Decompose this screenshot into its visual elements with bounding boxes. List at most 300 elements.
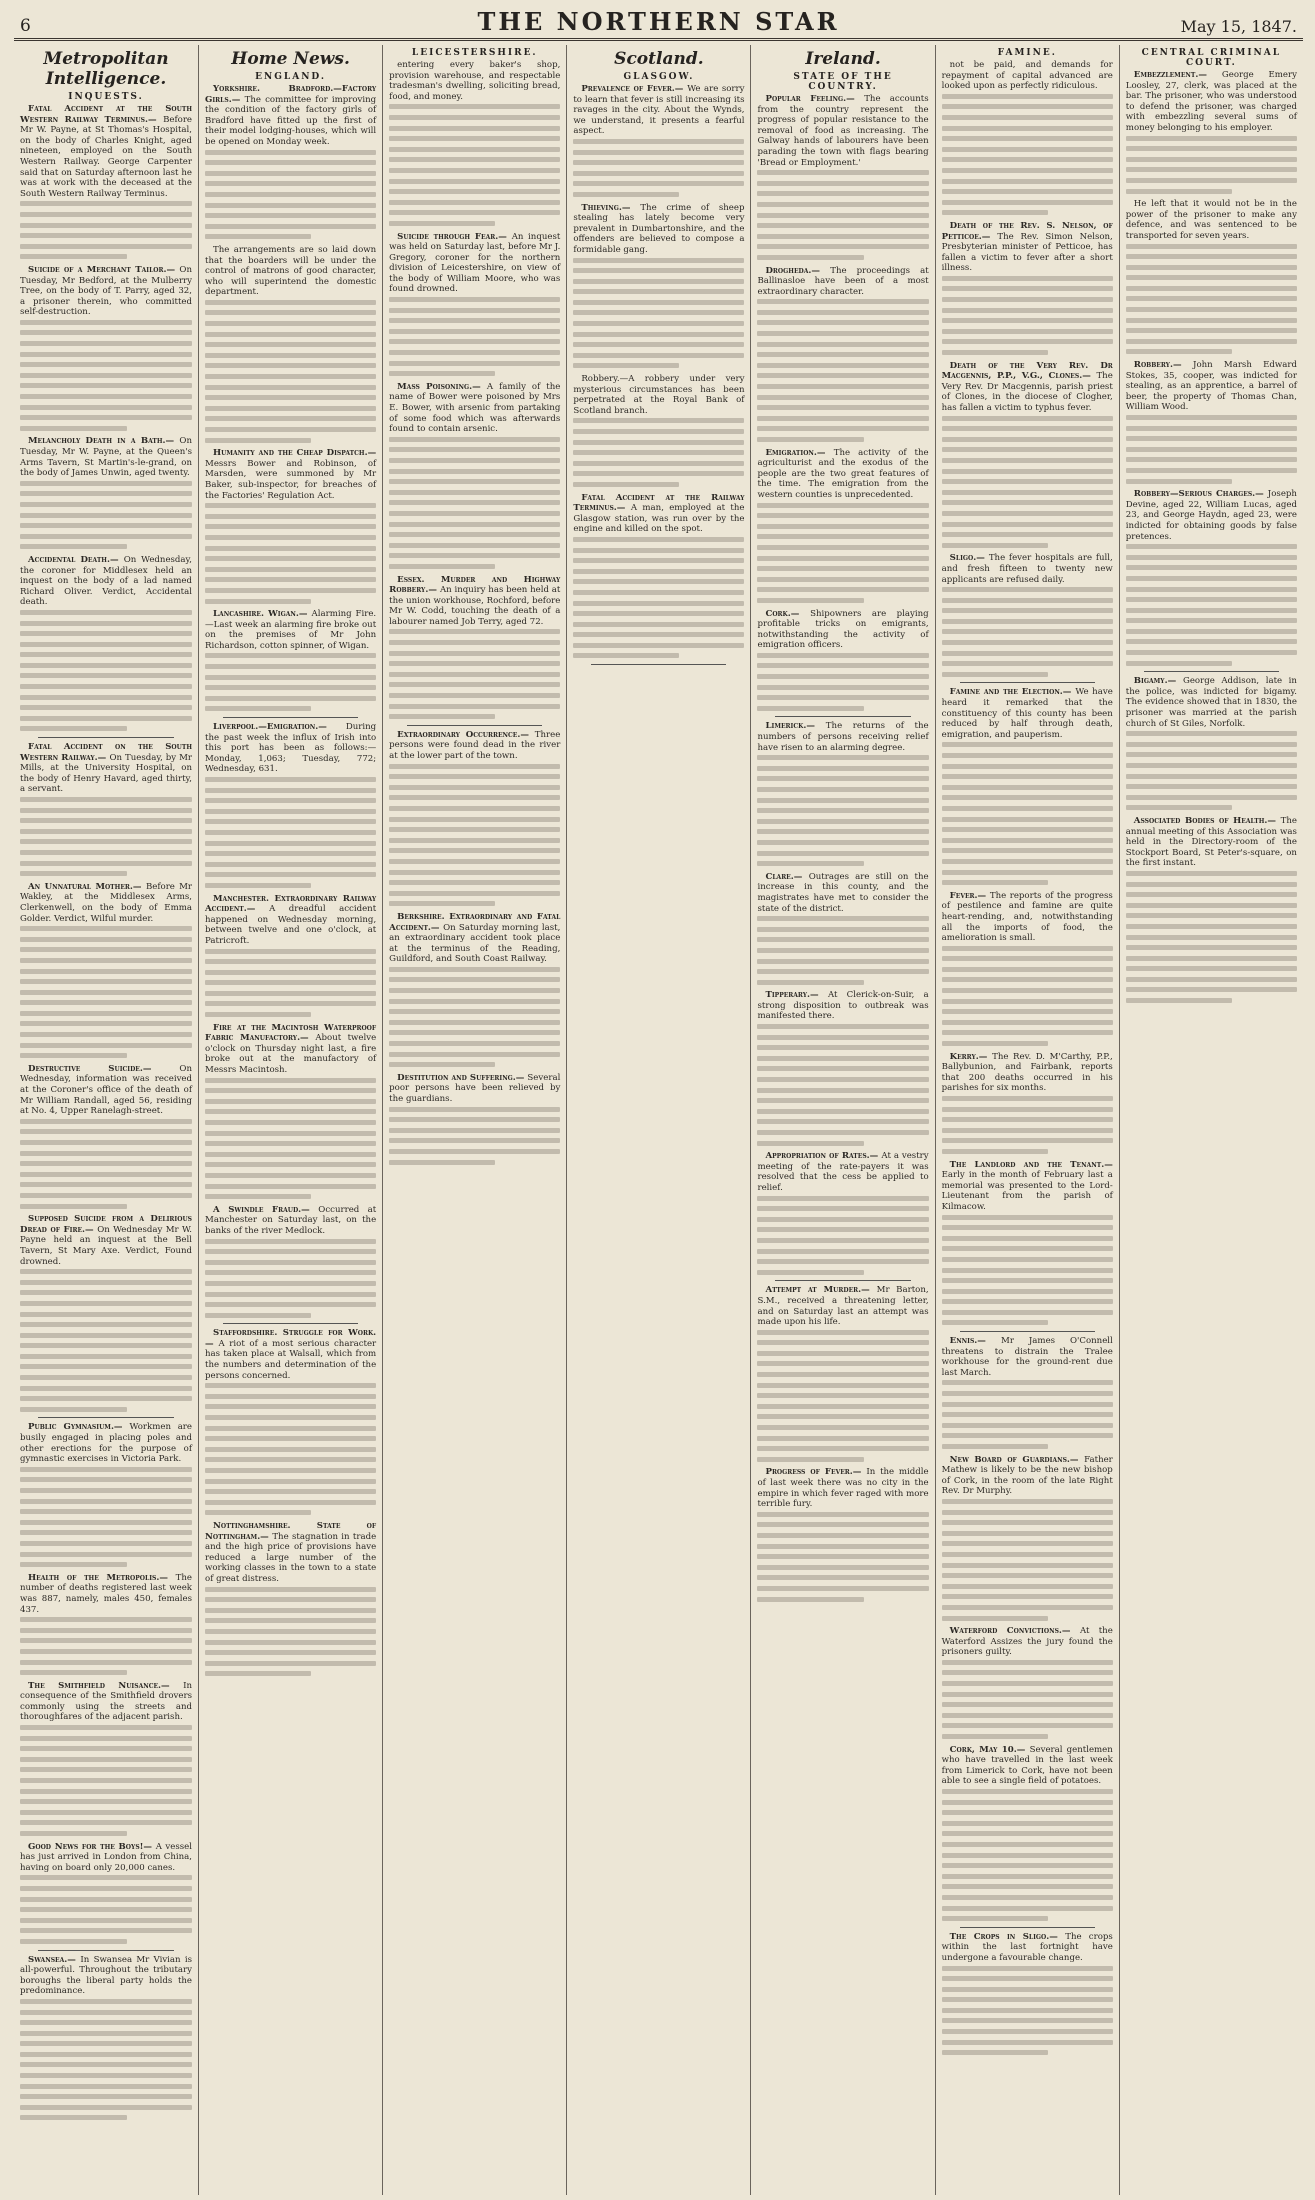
text-line [205, 1078, 376, 1083]
text-line [942, 999, 1113, 1004]
text-line [573, 353, 744, 358]
sub-heading: STATE OF THE COUNTRY. [793, 72, 893, 92]
text-line [205, 862, 376, 867]
article-text: On Tuesday, by Mr Mills, at the University Hospital, on the body of Henry Havard, aged thirty, a servant. [20, 752, 193, 795]
article-paragraph [942, 1052, 1113, 1094]
text-line [942, 967, 1113, 972]
article-paragraph [1126, 199, 1297, 241]
article-paragraph [389, 232, 560, 296]
text-line [1126, 339, 1297, 344]
text-line [757, 363, 928, 368]
text-line [20, 1746, 192, 1751]
text-line [942, 977, 1113, 982]
text-line [389, 189, 560, 194]
article-text: About twelve o'clock on Thursday night last, a fire broke out at the manufactory of Messrs Macintosh. [205, 1033, 377, 1076]
column-6 [935, 45, 1119, 2195]
article-lead: The Crops in Sligo.— [949, 1931, 1066, 1942]
text-line [205, 363, 376, 368]
text-filler [573, 537, 744, 659]
text-filler [205, 150, 376, 240]
text-line [205, 1194, 311, 1199]
text-line [1126, 805, 1232, 810]
text-line [757, 556, 928, 561]
article-text: Mr James O'Connell threatens to distrain the Tralee workhouse for the ground-rent due last March. [941, 1336, 1113, 1378]
text-line [205, 872, 376, 877]
text-line [389, 672, 560, 677]
article-lead: An Unnatural Mother.— [28, 881, 146, 892]
text-line [205, 353, 376, 358]
text-line [942, 297, 1113, 302]
text-line [20, 716, 192, 721]
text-line [389, 1138, 560, 1143]
text-line [20, 1875, 192, 1880]
text-line [20, 1530, 192, 1535]
article-lead: A Swindle Fraud.— [213, 1204, 319, 1215]
text-line [757, 1597, 863, 1602]
text-line [205, 406, 376, 411]
text-filler [942, 1789, 1113, 1921]
text-line [757, 1457, 863, 1462]
text-line [20, 373, 192, 378]
text-line [942, 1117, 1113, 1122]
text-line [1126, 328, 1297, 333]
text-line [757, 937, 928, 942]
text-line [942, 640, 1113, 645]
text-line [1126, 987, 1297, 992]
section-rule [775, 716, 910, 717]
text-line [20, 1301, 192, 1306]
article-text: He left that it would not be in the power of the prisoner to make any defence, and was sentenced to be transported for seven years. [1125, 199, 1297, 241]
article-paragraph [205, 1205, 376, 1237]
text-filler [942, 1966, 1113, 2056]
text-line [389, 774, 560, 779]
text-line [389, 764, 560, 769]
text-filler [205, 1383, 376, 1515]
text-line [1126, 935, 1297, 940]
text-line [757, 234, 928, 239]
text-line [205, 160, 376, 165]
article-text: Three persons were found dead in the river at the lower part of the town. [389, 729, 561, 761]
text-filler [20, 1875, 192, 1944]
text-line [942, 838, 1113, 843]
article-paragraph [205, 609, 376, 651]
text-line [942, 350, 1048, 355]
text-line [757, 1404, 928, 1409]
text-line [757, 861, 863, 866]
text-line [573, 590, 744, 595]
article-text: On Wednesday Mr W. Payne held an inquest at the Bell Tavern, St Mary Axe. Verdict, Found drowned. [20, 1224, 193, 1267]
text-line [942, 1853, 1113, 1858]
article-paragraph [942, 60, 1113, 92]
text-filler [205, 503, 376, 603]
article-lead: Mass Poisoning.— [397, 381, 487, 392]
text-line [942, 179, 1113, 184]
text-line [389, 157, 560, 162]
section-rule [38, 737, 174, 738]
text-line [942, 500, 1113, 505]
article-lead: Prevalence of Fever.— [581, 84, 688, 94]
text-line [389, 447, 560, 452]
text-filler [389, 437, 560, 569]
text-line [573, 363, 679, 368]
text-filler [942, 1660, 1113, 1739]
text-line [389, 870, 560, 875]
article-lead: Destructive Suicide.— [28, 1063, 180, 1074]
text-line [942, 1584, 1113, 1589]
text-line [757, 1045, 928, 1050]
text-line [205, 819, 376, 824]
text-line [20, 1999, 192, 2004]
text-line [389, 168, 560, 173]
article-text: The Rev. D. M'Carthy, P.P., Ballybunion, and Fairbank, reports that 200 deaths occurred in his parishes for six months. [941, 1051, 1113, 1094]
text-line [205, 416, 376, 421]
text-line [205, 385, 376, 390]
text-line [942, 426, 1113, 431]
text-filler [389, 629, 560, 719]
text-line [205, 588, 376, 593]
article-text: At Clerick-on-Suir, a strong disposition to outbreak was manifested there. [757, 990, 929, 1022]
section-rule [775, 1280, 910, 1281]
article-paragraph [1126, 360, 1297, 413]
article-text: Father Mathew is likely to be the new bishop of Cork, in the room of the late Right Rev. Dr Murphy. [941, 1454, 1113, 1497]
article-paragraph [573, 374, 744, 416]
text-line [757, 170, 928, 175]
column-4 [566, 45, 750, 2195]
text-line [942, 598, 1113, 603]
text-line [942, 189, 1113, 194]
text-filler [573, 139, 744, 197]
text-line [757, 577, 928, 582]
text-line [573, 171, 744, 176]
article-paragraph [205, 84, 376, 148]
text-line [942, 1831, 1113, 1836]
text-line [20, 1488, 192, 1493]
text-line [20, 1140, 192, 1145]
text-filler [757, 1512, 928, 1602]
text-line [389, 522, 560, 527]
article-paragraph [205, 1328, 376, 1381]
text-line [205, 1120, 376, 1125]
article-lead: Sligo.— [949, 553, 989, 564]
text-line [389, 221, 495, 226]
text-line [389, 661, 560, 666]
text-line [20, 1467, 192, 1472]
text-line [205, 1184, 376, 1189]
text-line [942, 1391, 1113, 1396]
text-line [573, 611, 744, 616]
text-line [20, 673, 192, 678]
text-line [205, 1260, 376, 1265]
text-line [942, 753, 1113, 758]
text-filler [20, 926, 192, 1058]
text-line [757, 426, 928, 431]
text-line [20, 1789, 192, 1794]
text-line [757, 373, 928, 378]
text-line [389, 1107, 560, 1112]
article-paragraph [20, 1681, 192, 1723]
text-line [205, 342, 376, 347]
text-line [942, 1810, 1113, 1815]
text-line [20, 426, 127, 431]
text-line [757, 1393, 928, 1398]
article-paragraph [389, 60, 560, 102]
article-lead: Accidental Death.— [28, 554, 124, 565]
text-line [389, 564, 495, 569]
text-line [573, 192, 679, 197]
text-line [20, 1617, 192, 1622]
text-filler [942, 1499, 1113, 1621]
text-line [205, 1629, 376, 1634]
text-line [1126, 576, 1297, 581]
text-line [942, 661, 1113, 666]
text-line [942, 2050, 1048, 2055]
text-line [389, 479, 560, 484]
text-line [757, 1446, 928, 1451]
section-rule [960, 1927, 1095, 1928]
text-line [389, 1020, 560, 1025]
section-rule [223, 717, 358, 718]
text-line [205, 841, 376, 846]
text-line [942, 1541, 1113, 1546]
text-line [942, 318, 1113, 323]
text-line [205, 1249, 376, 1254]
text-line [205, 599, 311, 604]
text-line [1126, 587, 1297, 592]
text-line [20, 1333, 192, 1338]
text-line [757, 1238, 928, 1243]
article-text: The crops within the last fortnight have undergone a favourable change. [941, 1931, 1113, 1963]
article-paragraph [757, 721, 928, 753]
text-line [205, 664, 376, 669]
article-paragraph [20, 1064, 192, 1117]
text-line [942, 1299, 1113, 1304]
section-rule [38, 1417, 174, 1418]
article-paragraph [20, 1422, 192, 1464]
text-line [20, 1778, 192, 1783]
text-line [20, 1552, 192, 1557]
article-text: We have heard it remarked that the constituency of this county has been reduced by half through death, emigration, and pauperism. [941, 687, 1113, 740]
article-paragraph [20, 742, 192, 795]
text-line [1126, 157, 1297, 162]
text-line [942, 157, 1113, 162]
article-paragraph [205, 1023, 376, 1076]
text-line [757, 1586, 928, 1591]
text-line [205, 1404, 376, 1409]
text-filler [20, 1617, 192, 1675]
text-line [20, 513, 192, 518]
text-filler [573, 418, 744, 487]
article-lead: Lancashire. Wigan.— [213, 609, 312, 620]
text-line [20, 2020, 192, 2025]
text-line [20, 1810, 192, 1815]
text-line [757, 1119, 928, 1124]
text-line [942, 629, 1113, 634]
article-text: The crime of sheep stealing has lately become very prevalent in Dumbartonshire, and the offenders are believed to compose a formidable gang. [573, 202, 745, 255]
text-line [757, 695, 928, 700]
article-lead: Good News for the Boys!— [28, 1841, 156, 1852]
text-line [20, 979, 192, 984]
text-line [20, 958, 192, 963]
article-text: A dreadful accident happened on Wednesday morning, between twelve and one o'clock, at Patricroft. [205, 904, 377, 946]
article-text: We are sorry to learn that fever is still increasing its ravages in the city. About the Wynds, we understand, it presents a fearful aspect. [573, 84, 745, 137]
text-line [942, 1800, 1113, 1805]
text-line [942, 1987, 1113, 1992]
text-line [20, 969, 192, 974]
text-line [205, 224, 376, 229]
text-line [20, 1918, 192, 1923]
text-line [389, 361, 560, 366]
article-lead: Ennis.— [949, 1336, 1002, 1347]
section-heading: Metropolitan Intelligence. [43, 49, 169, 89]
text-filler [20, 1269, 192, 1412]
text-line [942, 532, 1113, 537]
text-line [1126, 650, 1297, 655]
text-line [942, 587, 1113, 592]
text-line [942, 210, 1048, 215]
section-heading: Scotland. [614, 49, 704, 69]
text-line [20, 1182, 192, 1187]
text-line [757, 1544, 928, 1549]
text-line [205, 788, 376, 793]
text-line [205, 1457, 376, 1462]
article-text: A riot of a most serious character has taken place at Walsall, which from the numbers and determination of the persons concerned. [205, 1338, 377, 1381]
article-text: The committee for improving the condition of the factory girls of Bradford have fitted up the first of their model lodging-houses, which will be opened on Monday week. [205, 94, 377, 147]
text-line [389, 640, 560, 645]
text-line [205, 883, 311, 888]
article-lead: Robbery.— [1133, 360, 1194, 371]
article-paragraph [20, 1842, 192, 1874]
text-line [205, 851, 376, 856]
text-line [205, 1281, 376, 1286]
text-line [1126, 924, 1297, 929]
text-filler [757, 1024, 928, 1146]
text-line [757, 320, 928, 325]
text-line [942, 774, 1113, 779]
text-line [20, 244, 192, 249]
text-line [757, 1383, 928, 1388]
text-line [757, 1361, 928, 1366]
article-lead: Fatal Accident at the Railway Terminus.— [573, 492, 745, 514]
article-lead: Cork.— [765, 608, 811, 619]
text-line [20, 1820, 192, 1825]
text-filler [20, 797, 192, 876]
text-line [20, 1509, 192, 1514]
text-line [205, 1292, 376, 1297]
text-line [573, 258, 744, 263]
text-line [757, 416, 928, 421]
text-line [205, 1479, 376, 1484]
text-line [1126, 555, 1297, 560]
article-paragraph [205, 1521, 376, 1585]
text-filler [1126, 244, 1297, 355]
sub-heading: FAMINE. [997, 48, 1057, 58]
text-line [757, 1196, 928, 1201]
text-line [20, 1725, 192, 1730]
text-line [1126, 426, 1297, 431]
text-line [205, 192, 376, 197]
article-text: The arrangements are so laid down that the boarders will be under the control of matrons of good character, who will superintend the domestic department. [205, 244, 377, 298]
text-line [205, 1141, 376, 1146]
text-filler [757, 299, 928, 442]
text-line [389, 704, 560, 709]
article-paragraph [942, 361, 1113, 414]
text-line [573, 632, 744, 637]
section-heading: Home News. [231, 49, 350, 69]
article-text: The stagnation in trade and the high price of provisions have reduced a large number of the working classes in the town to a state of great distress. [205, 1531, 377, 1584]
text-line [942, 817, 1113, 822]
text-line [20, 642, 192, 647]
text-line [942, 946, 1113, 951]
text-line [20, 1736, 192, 1741]
text-line [757, 191, 928, 196]
text-line [20, 394, 192, 399]
text-line [942, 1020, 1113, 1025]
text-line [757, 1098, 928, 1103]
article-paragraph [389, 1073, 560, 1105]
text-filler [757, 503, 928, 603]
text-line [205, 991, 376, 996]
article-text: Robbery.—A robbery under very mysterious circumstances has been perpetrated at the Royal Bank of Scotland branch. [573, 374, 745, 416]
text-line [20, 1322, 192, 1327]
text-line [757, 223, 928, 228]
text-line [205, 1500, 376, 1505]
text-line [573, 440, 744, 445]
text-line [942, 1660, 1113, 1665]
article-text: The reports of the progress of pestilence and famine are quite heart-rending, and, notwithstanding all the imports of food, the amelioration is small. [941, 890, 1113, 944]
text-line [20, 610, 192, 615]
article-lead: Robbery—Serious Charges.— [1133, 489, 1268, 500]
text-line [757, 1522, 928, 1527]
text-line [942, 511, 1113, 516]
text-line [20, 481, 192, 486]
text-line [389, 339, 560, 344]
text-line [757, 674, 928, 679]
text-line [20, 818, 192, 823]
text-line [389, 490, 560, 495]
text-line [573, 150, 744, 155]
text-line [389, 806, 560, 811]
text-line [942, 1884, 1113, 1889]
text-line [1126, 265, 1297, 270]
text-line [942, 1842, 1113, 1847]
text-line [20, 695, 192, 700]
text-line [757, 1351, 928, 1356]
article-lead: Appropriation of Rates.— [765, 1151, 882, 1162]
text-filler [573, 258, 744, 369]
text-line [942, 1320, 1048, 1325]
text-line [942, 1510, 1113, 1515]
article-paragraph [573, 203, 744, 256]
text-line [1126, 882, 1297, 887]
text-line [942, 1009, 1113, 1014]
text-line [205, 1618, 376, 1623]
text-line [20, 1757, 192, 1762]
text-line [389, 200, 560, 205]
text-line [20, 1520, 192, 1525]
masthead [14, 6, 1303, 41]
text-line [573, 569, 744, 574]
text-line [20, 1649, 192, 1654]
text-line [942, 1670, 1113, 1675]
article-text: A man, employed at the Glasgow station, was run over by the engine and killed on the spot. [573, 503, 745, 535]
text-line [573, 643, 744, 648]
text-line [942, 490, 1113, 495]
text-line [573, 139, 744, 144]
text-line [757, 524, 928, 529]
article-paragraph [757, 94, 928, 168]
text-line [757, 851, 928, 856]
article-text: On Tuesday, Mr Bedford, at the Mulberry Tree, on the body of T. Parry, aged 32, a prisoner therein, who committed self-destruction. [20, 264, 193, 318]
